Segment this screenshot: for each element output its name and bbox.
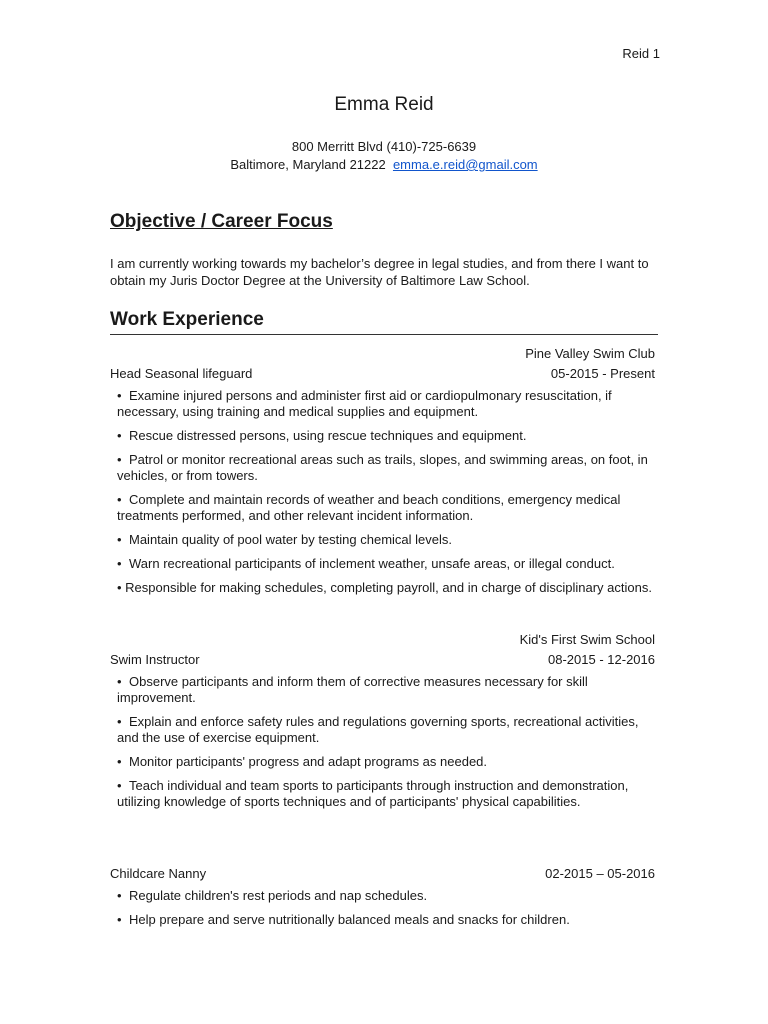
job-duty-item — [117, 492, 655, 524]
bullet-icon: • — [117, 888, 122, 903]
job-duty-item — [117, 452, 655, 484]
page-number: Reid 1 — [622, 46, 660, 61]
job-duty-text: Responsible for making schedules, completing payroll, and in charge of disciplinary actions. — [125, 580, 652, 595]
job-company: Kid's First Swim School — [519, 632, 655, 647]
objective-text: I am currently working towards my bachelor’s degree in legal studies, and from there I want to obtain my Juris Doctor Degree at the University of Baltimore Law School. — [110, 256, 649, 288]
bullet-icon: • — [117, 556, 122, 571]
job-duty-item — [117, 580, 655, 596]
contact-block — [0, 138, 768, 174]
job-title-line — [110, 650, 655, 670]
bullet-icon: • — [117, 452, 122, 467]
job-duty-item — [117, 714, 655, 746]
job-dates: 02-2015 – 05-2016 — [545, 866, 655, 881]
job-dates: 08-2015 - 12-2016 — [548, 652, 655, 667]
job-duties — [110, 888, 655, 928]
job-duty-text: Regulate children's rest periods and nap schedules. — [129, 888, 428, 903]
job-duty-text: Maintain quality of pool water by testing chemical levels. — [129, 532, 452, 547]
job-entry — [110, 864, 655, 936]
job-duty-text: Teach individual and team sports to participants through instruction and demonstration, utilizing knowledge of sports techniques and of participants' physical capabilities. — [117, 778, 629, 809]
job-duty-text: Observe participants and inform them of corrective measures necessary for skill improvement. — [117, 674, 588, 705]
resume-name: Emma Reid — [334, 94, 434, 115]
job-title: Head Seasonal lifeguard — [110, 366, 253, 381]
bullet-icon: • — [117, 428, 122, 443]
bullet-icon: • — [117, 580, 126, 595]
bullet-icon: • — [117, 674, 122, 689]
job-entry — [110, 344, 655, 604]
address-line-1: 800 Merritt Blvd (410)-725-6639 — [291, 139, 477, 154]
job-duty-item — [117, 674, 655, 706]
job-duty-item — [117, 388, 655, 420]
job-title-line — [110, 364, 655, 384]
job-duty-item — [117, 912, 655, 928]
job-duty-item — [117, 556, 655, 572]
email-link[interactable]: emma.e.reid@gmail.com — [392, 157, 538, 172]
job-duty-item — [117, 888, 655, 904]
job-duty-text: Complete and maintain records of weather and beach conditions, emergency medical treatments performed, and other relevant incident information. — [117, 492, 621, 523]
job-duty-item — [117, 778, 655, 810]
work-experience-heading: Work Experience — [110, 308, 658, 335]
objective-heading: Objective / Career Focus — [110, 211, 333, 232]
job-duty-text: Monitor participants' progress and adapt programs as needed. — [129, 754, 488, 769]
bullet-icon: • — [117, 492, 122, 507]
job-title-line — [110, 864, 655, 884]
bullet-icon: • — [117, 532, 122, 547]
city-state-zip: Baltimore, Maryland 21222 — [230, 157, 386, 172]
job-dates: 05-2015 - Present — [550, 366, 655, 381]
job-duties — [110, 388, 655, 596]
job-entry — [110, 630, 655, 818]
job-duty-text: Warn recreational participants of inclement weather, unsafe areas, or illegal conduct. — [129, 556, 615, 571]
job-duty-item — [117, 754, 655, 770]
job-duty-item — [117, 428, 655, 444]
job-title: Swim Instructor — [110, 652, 200, 667]
job-company: Pine Valley Swim Club — [525, 346, 655, 361]
job-duty-text: Examine injured persons and administer first aid or cardiopulmonary resuscitation, if necessary, using training and medical supplies and equipment. — [117, 388, 612, 419]
bullet-icon: • — [117, 754, 122, 769]
job-title: Childcare Nanny — [110, 866, 207, 881]
bullet-icon: • — [117, 388, 122, 403]
bullet-icon: • — [117, 912, 122, 927]
job-duty-item — [117, 532, 655, 548]
address-line-2 — [0, 156, 768, 174]
job-duty-text: Explain and enforce safety rules and regulations governing sports, recreational activities, and the use of exercise equipment. — [117, 714, 639, 745]
job-duty-text: Rescue distressed persons, using rescue techniques and equipment. — [129, 428, 527, 443]
job-duty-text: Help prepare and serve nutritionally balanced meals and snacks for children. — [129, 912, 570, 927]
job-duty-text: Patrol or monitor recreational areas such as trails, slopes, and swimming areas, on foot, in vehicles, or from towers. — [117, 452, 648, 483]
job-duties — [110, 674, 655, 810]
bullet-icon: • — [117, 714, 122, 729]
bullet-icon: • — [117, 778, 122, 793]
